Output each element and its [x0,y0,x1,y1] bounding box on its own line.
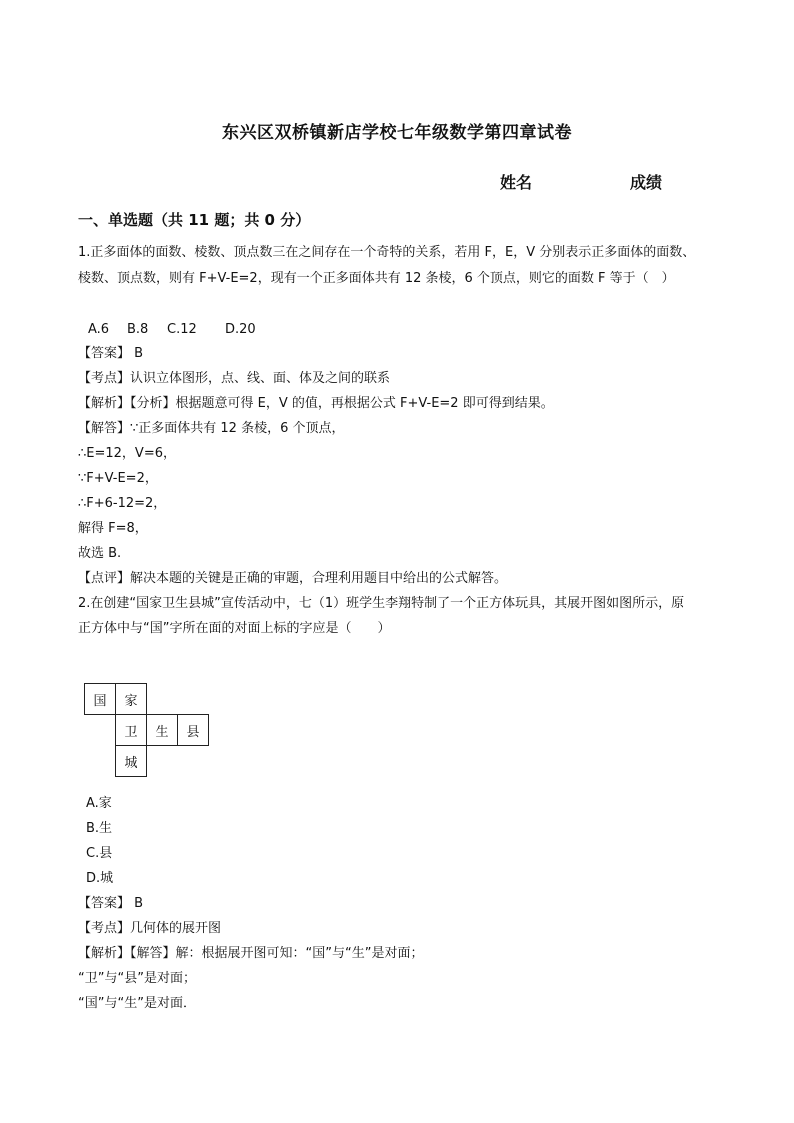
q1-stem-line2: 棱数、顶点数，则有 F+V-E=2，现有一个正多面体共有 12 条棱，6 个顶点，则它的面数 F 等于（ ） [78,271,675,286]
q1-option-b: B.8 [127,322,149,337]
q2-jiexi-line: “国”与“生”是对面． [78,996,196,1011]
q1-jieda-line: ∴E=12，V=6， [78,446,176,461]
q2-answer: 【答案】 B [78,896,144,911]
q2-stem-line2: 正方体中与“国”字所在面的对面上标的字应是（ ） [78,621,391,636]
q1-kaodian: 【考点】认识立体图形，点、线、面、体及之间的联系 [78,371,391,386]
q1-dianping: 【点评】解决本题的关键是正确的审题，合理利用题目中给出的公式解答。 [78,571,508,586]
q1-jieda-line: ∵F+V-E=2， [78,471,158,486]
q1-stem-line1: 1.正多面体的面数、棱数、顶点数三在之间存在一个奇特的关系，若用 F，E，V 分别表示正多面体的面数、 [78,245,696,260]
net-cell-guo: 国 [84,683,116,715]
q1-jieda-line: 解得 F=8， [78,521,148,536]
score-label: 成绩 [630,173,663,192]
q1-jieda-line: 【解答】∵正多面体共有 12 条棱，6 个顶点， [78,421,345,436]
q1-jiexi: 【解析】【分析】根据题意可得 E，V 的值，再根据公式 F+V-E=2 即可得到结果。 [78,396,554,411]
net-cell-jia: 家 [115,683,147,715]
net-cell-cheng: 城 [115,745,147,777]
q1-jieda-line: 故选 B. [78,546,122,561]
q2-option-c: C.县 [86,846,113,861]
q2-option-d: D.城 [86,871,114,886]
q2-option-b: B.生 [86,821,113,836]
q1-option-c: C.12 [167,322,197,337]
q1-answer: 【答案】 B [78,346,144,361]
net-cell-xian: 县 [177,714,209,746]
q1-option-d: D.20 [225,322,256,337]
net-cell-wei: 卫 [115,714,147,746]
cube-net-figure [84,683,210,776]
q2-jiexi-line: “卫”与“县”是对面； [78,971,196,986]
q2-kaodian: 【考点】几何体的展开图 [78,921,222,936]
section-heading: 一、单选题（共 11 题；共 0 分） [78,211,311,229]
q1-jieda-line: ∴F+6-12=2， [78,496,167,511]
net-cell-sheng: 生 [146,714,178,746]
q1-options [88,322,256,337]
q2-option-a: A.家 [86,796,112,811]
q2-stem-line1: 2.在创建“国家卫生县城”宣传活动中，七（1）班学生李翔特制了一个正方体玩具，其展开图如图所示，原 [78,596,685,611]
name-label: 姓名 [500,173,533,192]
q2-jiexi-line: 【解析】【解答】解：根据展开图可知：“国”与“生”是对面； [78,946,424,961]
exam-title: 东兴区双桥镇新店学校七年级数学第四章试卷 [222,123,572,143]
q1-option-a: A.6 [88,322,110,337]
